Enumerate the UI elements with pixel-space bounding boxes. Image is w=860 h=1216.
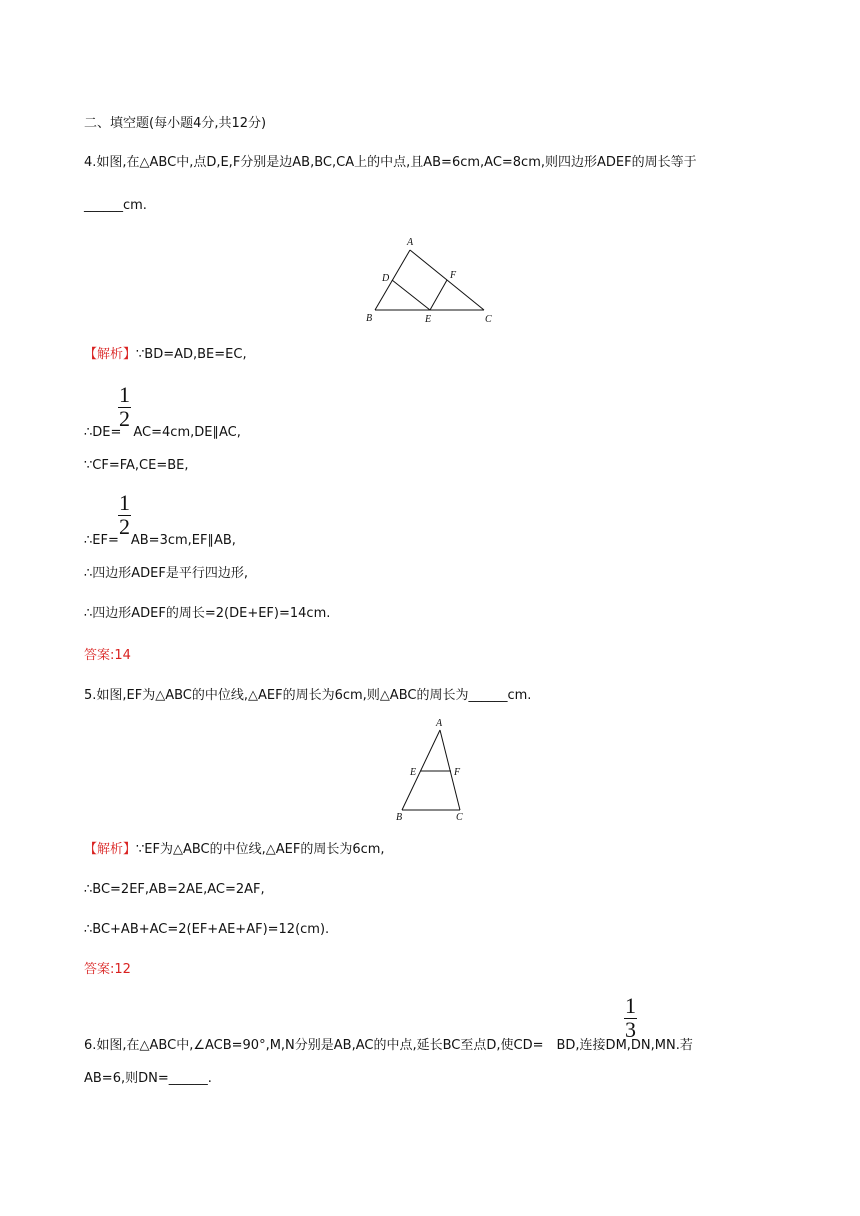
q5-analysis-line2: ∴BC=2EF,AB=2AE,AC=2AF, [84,882,265,897]
q4-label-a: A [407,237,414,248]
q5-analysis-tag: 【解析】 [84,842,137,857]
q4-line4-suffix: AB=3cm,EF∥AB, [130,533,236,548]
q4-analysis-line2 [84,425,241,441]
q6-stem-line1 [84,1038,693,1054]
q4-stem-line1: 4.如图,在△ABC中,点D,E,F分别是边AB,BC,CA上的中点,且AB=6cm,AC=8cm,则四边形ADEF的周长等于 [84,155,697,170]
q6-frac-denominator: 3 [625,1017,636,1042]
q5-stem: 5.如图,EF为△ABC的中位线,△AEF的周长为6cm,则△ABC的周长为______cm. [84,688,532,703]
q6-fraction-third [624,995,637,1041]
q4-label-e: E [425,314,432,325]
q5-label-c: C [456,812,463,822]
q4-frac1-numerator: 1 [119,382,130,407]
q4-answer: 答案:14 [84,648,131,663]
q4-fraction-half-1 [118,384,131,430]
q4-line4-prefix: ∴EF= [84,533,119,548]
q4-label-c: C [485,314,492,325]
q4-analysis-line6: ∴四边形ADEF的周长=2(DE+EF)=14cm. [84,606,331,621]
q4-analysis-text1: ∵BD=AD,BE=EC, [136,347,247,362]
q4-stem-line2: ______cm. [84,198,147,213]
q4-line2-prefix: ∴DE= [84,425,122,440]
q4-label-f: F [450,270,457,281]
q4-label-b: B [366,313,373,324]
q6-stem-prefix: 6.如图,在△ABC中,∠ACB=90°,M,N分别是AB,AC的中点,延长BC至点D,使CD= [84,1038,544,1053]
q4-segment-de [392,280,430,310]
q5-label-b: B [396,812,403,822]
q5-analysis-text1: ∵EF为△ABC的中位线,△AEF的周长为6cm, [136,842,385,857]
q5-label-a: A [436,718,443,729]
q5-answer: 答案:12 [84,962,131,977]
q4-analysis-tag: 【解析】 [84,347,137,362]
q4-segment-ef [430,280,447,310]
q4-analysis-line3: ∵CF=FA,CE=BE, [84,458,189,473]
q4-triangle-figure [362,234,498,328]
q5-side-ab [402,730,440,810]
q4-frac2-numerator: 1 [119,490,130,515]
q4-analysis-line5: ∴四边形ADEF是平行四边形, [84,566,248,581]
q4-line2-suffix: AC=4cm,DE∥AC, [133,425,241,440]
q5-label-e: E [410,767,417,778]
q5-label-f: F [454,767,461,778]
q6-stem-line2: AB=6,则DN=______. [84,1071,212,1086]
q5-triangle-figure [390,716,472,822]
q4-fraction-half-2 [118,492,131,538]
q4-label-d: D [382,273,390,284]
section-title: 二、填空题(每小题4分,共12分) [84,116,267,131]
q6-stem-suffix: BD,连接DM,DN,MN.若 [556,1038,693,1053]
q4-analysis-line4 [84,533,236,549]
q5-analysis-line1 [84,842,385,858]
q5-analysis-line3: ∴BC+AB+AC=2(EF+AE+AF)=12(cm). [84,922,330,937]
q6-frac-numerator: 1 [625,993,636,1018]
q4-analysis-line1 [84,347,247,363]
q4-frac1-denominator: 2 [119,406,130,431]
q4-frac2-denominator: 2 [119,514,130,539]
